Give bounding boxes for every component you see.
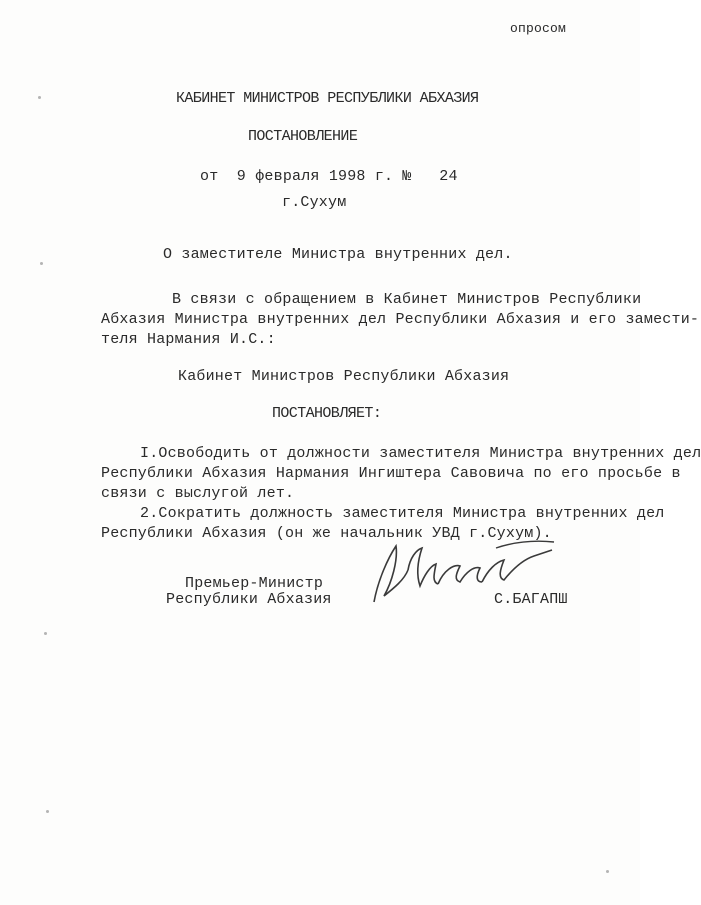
subject-line: О заместителе Министра внутренних дел. bbox=[163, 246, 513, 263]
preamble-line-1: В связи с обращением в Кабинет Министров Республики bbox=[172, 291, 642, 308]
item-1-line-1: I.Освободить от должности заместителя Министра внутренних дел bbox=[140, 445, 701, 462]
scan-speck bbox=[40, 262, 43, 265]
signatory-title-line-2: Республики Абхазия bbox=[166, 591, 332, 608]
scan-speck bbox=[606, 870, 609, 873]
signatory-name: С.БАГАПШ bbox=[494, 591, 568, 608]
scan-speck bbox=[46, 810, 49, 813]
item-2-line-1: 2.Сократить должность заместителя Министра внутренних дел bbox=[140, 505, 665, 522]
item-1-line-3: связи с выслугой лет. bbox=[101, 485, 295, 502]
cabinet-header: КАБИНЕТ МИНИСТРОВ РЕСПУБЛИКИ АБХАЗИЯ bbox=[176, 90, 479, 107]
resolves-heading: ПОСТАНОВЛЯЕТ: bbox=[272, 405, 382, 422]
scan-speck bbox=[44, 632, 47, 635]
item-2-line-2: Республики Абхазия (он же начальник УВД г.Сухум). bbox=[101, 525, 552, 542]
city: г.Сухум bbox=[282, 194, 347, 211]
signatory-title-line-1: Премьер-Министр bbox=[185, 575, 324, 592]
handwritten-note: опросом bbox=[510, 21, 567, 36]
item-1-line-2: Республики Абхазия Нармания Ингиштера Савовича по его просьбе в bbox=[101, 465, 681, 482]
document-type: ПОСТАНОВЛЕНИЕ bbox=[248, 128, 358, 145]
preamble-line-3: теля Нармания И.С.: bbox=[101, 331, 276, 348]
issuer-line: Кабинет Министров Республики Абхазия bbox=[178, 368, 510, 385]
date-line: от 9 февраля 1998 г. № 24 bbox=[200, 168, 458, 185]
preamble-line-2: Абхазия Министра внутренних дел Республики Абхазия и его замести- bbox=[101, 311, 700, 328]
scan-speck bbox=[38, 96, 41, 99]
